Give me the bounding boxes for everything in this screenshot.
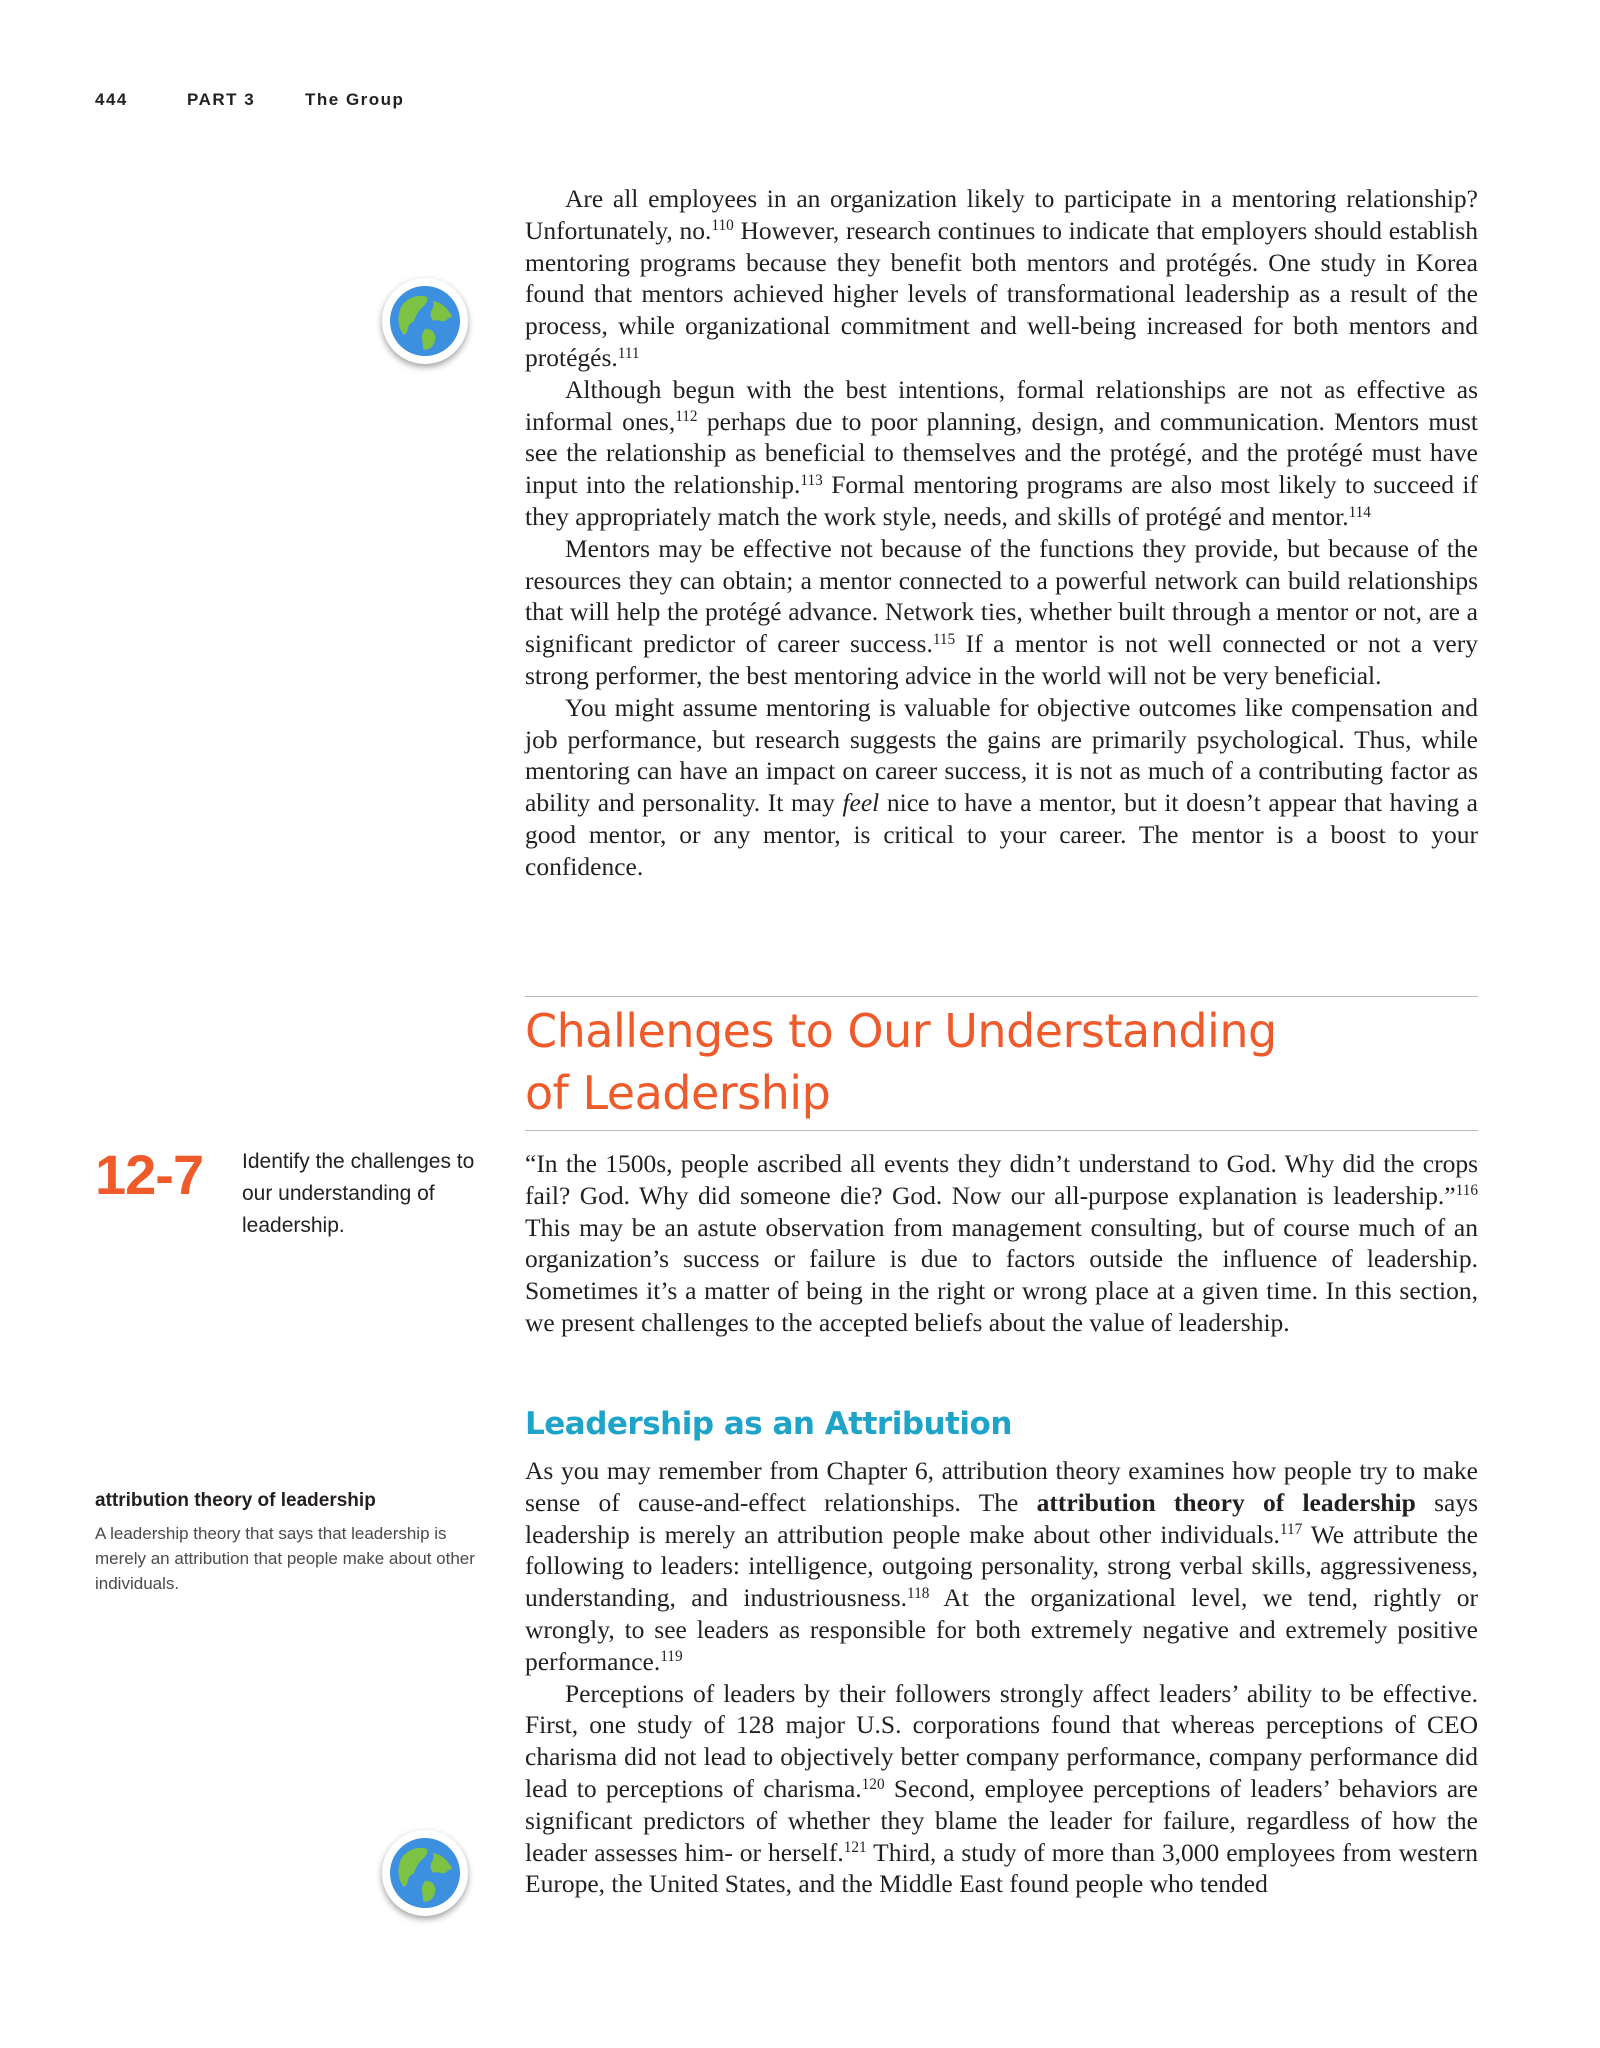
part-title: The Group [305,90,405,109]
part-label: PART 3 [187,90,256,109]
learning-objective-text: Identify the challenges to our understanding of leadership. [242,1150,475,1237]
paragraph: Are all employees in an organization likely to participate in a mentoring relationship? Unfortunately, no.$^{110}$ However, research continues to indicate that employers should establish mentoring programs because they benefit both mentors and protégés. One study in Korea found that mentors achieved higher levels of transformational leadership as a result of the process, while organizational commitment and well-being increased for both mentors and protégés.$^{111}$ [525,184,1478,372]
subsection-title: Leadership as an Attribution [525,1406,1012,1442]
paragraph: You might assume mentoring is valuable for objective outcomes like compensation and job performance, but research suggests the gains are primarily psychological. Thus, while mentoring can have an impact on career success, it is not as much of a contributing factor as ability and personality. It may feel nice to have a mentor, but it doesn’t appear that having a good mentor, or any mentor, is critical to your career. The mentor is a boost to your confidence. [525,692,1478,881]
glossary-term: attribution theory of leadership [95,1490,376,1511]
paragraph: Although begun with the best intentions, formal relationships are not as effective as informal ones,$^{112}$ perhaps due to poor planning, design, and communication. Mentors must see the relationship as beneficial to themselves and the protégé, and the protégé must have input into the relationship.$^{113}$ Formal mentoring programs are also most likely to succeed if they appropriately match the work style, needs, and skills of protégé and mentor.$^{114}$ [525,374,1478,531]
paragraph: Perceptions of leaders by their followers strongly affect leaders’ ability to be effective. First, one study of 128 major U.S. corporations found that whereas perceptions of CEO charisma did not lead to objectively better company performance, company performance did lead to perceptions of charisma.$^{120}$ Second, employee perceptions of leaders’ behaviors are significant predictors of whether they blame the leader for failure, regardless of how the leader assesses him- or herself.$^{121}$ Third, a study of more than 3,000 employees from western Europe, the United States, and the Middle East found people who tended [525,1678,1478,1899]
globe-icon[interactable] [382,278,468,364]
subsection-text [525,1455,1478,1900]
paragraph: As you may remember from Chapter 6, attribution theory examines how people try to make sense of cause-and-effect relationships. The attribution theory of leadership says leadership is merely an attribution people make about other individuals.$^{117}$ We attribute the following to leaders: intelligence, outgoing personality, strong verbal skills, aggressiveness, understanding, and industriousness.$^{118}$ At the organizational level, we tend, rightly or wrongly, to see leaders as responsible for both extremely negative and extremely positive performance.$^{119}$ [525,1456,1479,1676]
section-rule-bottom [525,1130,1478,1131]
globe-icon[interactable] [382,1830,468,1916]
glossary-definition: A leadership theory that says that leadership is merely an attribution that people make about other individuals. [95,1524,475,1593]
learning-objective-number: 12-7 [95,1143,204,1206]
running-header [95,90,404,110]
section-title: Challenges to Our Understanding of Leadership [525,1004,1277,1120]
page-number: 444 [95,90,128,109]
section-intro-text [525,1148,1478,1339]
intro-text [525,183,1478,883]
section-rule-top [525,996,1478,997]
paragraph: “In the 1500s, people ascribed all events they didn’t understand to God. Why did the crops fail? God. Why did someone die? God. Now our all-purpose explanation is leadership.”$^{116}$ This may be an astute observation from management consulting, but of course much of an organization’s success or failure is due to factors outside the influence of leadership. Sometimes it’s a matter of being in the right or wrong place at a given time. In this section, we present challenges to the accepted beliefs about the value of leadership. [525,1149,1478,1337]
paragraph: Mentors may be effective not because of the functions they provide, but because of the resources they can obtain; a mentor connected to a powerful network can build relationships that will help the protégé advance. Network ties, whether built through a mentor or not, are a significant predictor of career success.$^{115}$ If a mentor is not well connected or not a very strong performer, the best mentoring advice in the world will not be very beneficial. [525,533,1478,690]
